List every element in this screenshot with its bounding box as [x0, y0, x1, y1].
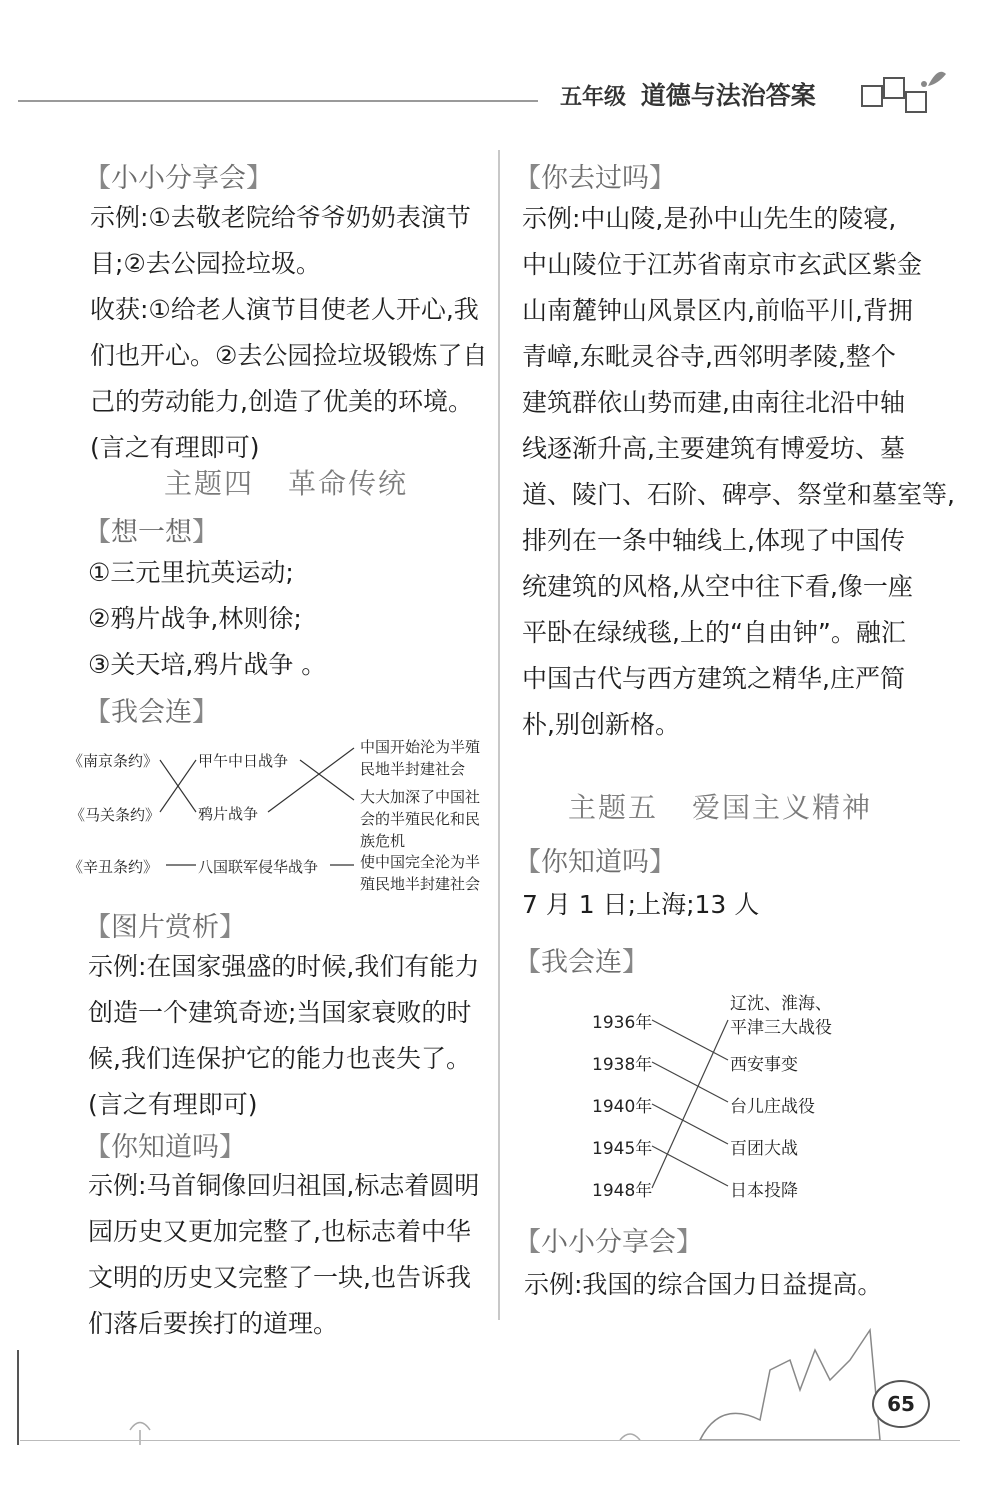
header-grade: 五年级	[560, 85, 627, 110]
header-title: 道德与法治答案	[640, 81, 816, 110]
war-label: 甲午中日战争	[198, 752, 289, 770]
text-line: 排列在一条中轴线上,体现了中国传	[522, 526, 905, 555]
effect-line: 族危机	[360, 832, 406, 850]
effect-line: 会的半殖民化和民	[360, 810, 481, 828]
text-line: 候,我们连保护它的能力也丧失了。	[88, 1044, 471, 1073]
text-line: 中国古代与西方建筑之精华,庄严简	[522, 664, 905, 693]
theme-five-title: 主题五 爱国主义精神	[568, 791, 873, 824]
page-number: 65	[872, 1380, 930, 1428]
text-line: 山南麓钟山风景区内,前临平川,背拥	[522, 296, 913, 325]
year-label: 1940年	[592, 1097, 653, 1117]
text-line: 文明的历史又完整了一块,也告诉我	[88, 1263, 471, 1292]
text-line: 道、陵门、石阶、碑亭、祭堂和墓室等,	[522, 480, 955, 509]
theme-four-title: 主题四 革命传统	[164, 467, 409, 500]
right-share-answer: 示例:我国的综合国力日益提高。	[524, 1270, 883, 1299]
effect-line: 民地半封建社会	[360, 760, 466, 778]
text-line: (言之有理即可)	[90, 433, 260, 462]
text-line: 中山陵位于江苏省南京市玄武区紫金	[522, 250, 923, 279]
year-label: 1945年	[592, 1139, 653, 1159]
text-line: 示例:在国家强盛的时候,我们有能力	[88, 952, 480, 981]
text-line: 平卧在绿绒毯,上的“自由钟”。融汇	[522, 618, 906, 647]
text-line: 线逐渐升高,主要建筑有博爱坊、墓	[522, 434, 905, 463]
text-line: 统建筑的风格,从空中往下看,像一座	[522, 572, 913, 601]
text-line: 创造一个建筑奇迹;当国家衰败的时	[88, 998, 472, 1027]
war-label: 八国联军侵华战争	[198, 858, 319, 876]
text-line: 园历史又更加完整了,也标志着中华	[88, 1217, 471, 1246]
text-line: ①三元里抗英运动;	[88, 558, 294, 587]
event-line: 辽沈、淮海、	[730, 994, 832, 1014]
event-label: 台儿庄战役	[730, 1097, 815, 1117]
effect-line: 殖民地半封建社会	[360, 875, 481, 893]
text-line: ③关天培,鸦片战争 。	[88, 650, 327, 679]
right-know-heading: 【你知道吗】	[514, 847, 676, 878]
text-line: 收获:①给老人演节目使老人开心,我	[90, 295, 479, 324]
effect-line: 大大加深了中国社	[360, 788, 481, 806]
year-label: 1936年	[592, 1013, 653, 1033]
war-label: 鸦片战争	[198, 805, 259, 823]
left-think-heading: 【想一想】	[84, 517, 219, 548]
text-line: 目;②去公园捡垃圾。	[90, 249, 321, 278]
left-share-heading: 【小小分享会】	[84, 163, 273, 194]
event-line: 平津三大战役	[730, 1018, 832, 1038]
text-line: 示例:马首铜像回归祖国,标志着圆明	[88, 1171, 480, 1200]
right-visited-heading: 【你去过吗】	[514, 163, 676, 194]
text-line: 示例:①去敬老院给爷爷奶奶表演节	[90, 203, 471, 232]
left-connect-heading: 【我会连】	[84, 697, 219, 728]
year-label: 1948年	[592, 1181, 653, 1201]
event-label: 百团大战	[730, 1139, 798, 1159]
treaty-label: 《马关条约》	[70, 806, 161, 824]
text-line: 示例:中山陵,是孙中山先生的陵寝,	[522, 204, 897, 233]
treaty-label: 《辛丑条约》	[68, 858, 159, 876]
text-line: 们落后要挨打的道理。	[88, 1309, 339, 1338]
text-line: 青嶂,东毗灵谷寺,西邻明孝陵,整个	[522, 342, 896, 371]
right-connect-heading: 【我会连】	[514, 947, 649, 978]
text-line: (言之有理即可)	[88, 1090, 258, 1119]
effect-line: 中国开始沦为半殖	[360, 738, 481, 756]
left-picture-heading: 【图片赏析】	[84, 912, 246, 943]
text-line: 己的劳动能力,创造了优美的环境。	[90, 387, 473, 416]
footer-rule	[20, 1440, 960, 1441]
year-label: 1938年	[592, 1055, 653, 1075]
right-know-answer: 7 月 1 日;上海;13 人	[522, 890, 760, 919]
text-line: 建筑群依山势而建,由南往北沿中轴	[522, 388, 905, 417]
event-label: 日本投降	[730, 1181, 798, 1201]
text-line: 们也开心。②去公园捡垃圾锻炼了自	[90, 341, 488, 370]
right-share-heading: 【小小分享会】	[514, 1227, 703, 1258]
event-label: 西安事变	[730, 1055, 798, 1075]
text-line: ②鸦片战争,林则徐;	[88, 604, 302, 633]
effect-line: 使中国完全沦为半	[360, 853, 481, 871]
left-know-heading: 【你知道吗】	[84, 1132, 246, 1163]
text-line: 朴,别创新格。	[522, 710, 680, 739]
treaty-label: 《南京条约》	[68, 752, 159, 770]
